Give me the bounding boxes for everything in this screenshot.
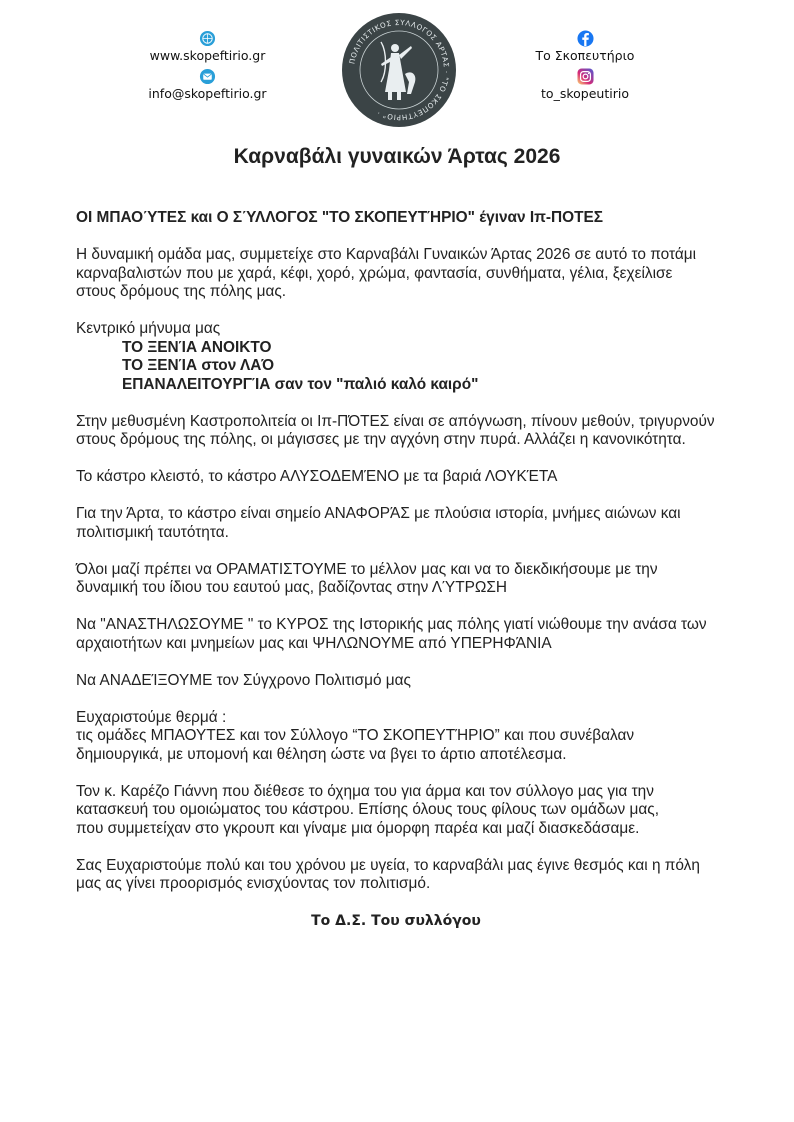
website-link[interactable]: www.skopeftirio.gr (149, 48, 266, 63)
closing-paragraph: Σας Ευχαριστούμε πολύ και του χρόνου με υγεία, το καρναβάλι μας έγινε θεσμός και η πόλη μας ας γίνει προορισμός ενισχύοντας τον πολιτισμό. (76, 856, 700, 892)
contact-left (140, 30, 275, 102)
paragraph-6: Όλοι μαζί πρέπει να ΟΡΑΜΑΤΙΣΤΟΥΜΕ το μέλλον μας και να το διεκδικήσουμε με την δυναμική του ίδιου του εαυτού μας, βαδίζοντας στην ΛΎΤΡΩΣΗ (76, 560, 658, 596)
paragraph-3: Στην μεθυσμένη Καστροπολιτεία οι Ιπ-ΠΌΤΕΣ είναι σε απόγνωση, πίνουν μεθούν, τριγυρνούν στους δρόμους της πόλης, οι μάγισσες με την αγχόνη στην πυρά. Αλλάζει η κανονικότητα. (76, 412, 715, 448)
instagram-link[interactable]: to_skopeutirio (541, 86, 629, 101)
thanks-friends: που συμμετείχαν στο γκρουπ και γίναμε μια όμορφη παρέα και μαζί διασκεδάσαμε. (76, 819, 640, 837)
paragraph-8: Να ΑΝΑΔΕΊΞΟΥΜΕ τον Σύγχρονο Πολιτισμό μας (76, 671, 411, 689)
central-message (76, 320, 716, 394)
paragraph-5: Για την Άρτα, το κάστρο είναι σημείο ΑΝΑΦΟΡΆΣ με πλούσια ιστορία, μνήμες αιώνων και πολιτισμική ταυτότητα. (76, 505, 681, 541)
thanks-block-1 (76, 709, 716, 765)
message-label: Κεντρικό μήνυμα μας (76, 320, 221, 337)
instagram-icon (577, 68, 594, 85)
signature: Το Δ.Σ. Του συλλόγου (311, 913, 481, 929)
globe-icon (199, 30, 216, 47)
headline: ΟΙ ΜΠΑΟΎΤΕΣ και Ο ΣΎΛΛΟΓΟΣ "ΤΟ ΣΚΟΠΕΥΤΉΡΙΟ" έγιναν Ιπ-ΠΟΤΕΣ (76, 209, 604, 226)
paragraph-7: Να "ΑΝΑΣΤΗΛΩΣΟΥΜΕ " το ΚΥΡΟΣ της Ιστορικής μας πόλης γιατί νιώθουμε την ανάσα των αρχαιοτήτων και μνημείων μας και ΨΗΛΩΝΟΥΜΕ από ΥΠΕΡΗΦΆΝΙΑ (76, 616, 707, 652)
paragraph-intro: Η δυναμική ομάδα μας, συμμετείχε στο Καρναβάλι Γυναικών Άρτας 2026 σε αυτό το ποτάμι καρναβαλιστών που με χαρά, κέφι, χορό, χρώμα, φαντασία, συνθήματα, γέλια, ξεχείλισε στους δρόμους της πόλης μας. (76, 246, 697, 300)
message-line-1: ΤΟ ΞΕΝΊΑ ΑΝΟΙΚΤΟ (122, 338, 272, 356)
thanks-label: Ευχαριστούμε θερμά : (76, 708, 227, 726)
thanks-karezos: Τον κ. Καρέζο Γιάννη που διέθεσε το όχημα του για άρμα και τον σύλλογο μας για την κατασκευή του ομοιώματος του κάστρου. Επίσης όλους τους φίλους των ομάδων μας, (76, 782, 659, 818)
letterhead (0, 0, 794, 140)
message-line-2: ΤΟ ΞΕΝΊΑ στον ΛΑΌ (122, 357, 275, 374)
email-icon (199, 68, 216, 85)
club-logo (341, 12, 457, 128)
document-body (76, 209, 716, 931)
facebook-icon (577, 30, 594, 47)
message-line-3: ΕΠΑΝΑΛΕΙΤΟΥΡΓΊΑ σαν τον "παλιό καλό καιρό" (122, 375, 479, 393)
thanks-block-2 (76, 783, 716, 839)
svg-text:ΠΟΛΙΤΙΣΤΙΚΟΣ ΣΥΛΛΟΓΟΣ ΑΡΤΑΣ ·: ΠΟΛΙΤΙΣΤΙΚΟΣ ΣΥΛΛΟΓΟΣ ΑΡΤΑΣ · "ΤΟ ΣΚΟΠΕΥΤΗΡΙΟ" · (347, 17, 452, 123)
contact-right (520, 30, 650, 102)
document-title: Καρναβάλι γυναικών Άρτας 2026 (233, 145, 561, 168)
facebook-link[interactable]: Το Σκοπευτήριο (535, 48, 635, 63)
paragraph-4: Το κάστρο κλειστό, το κάστρο ΑΛΥΣΟΔΕΜΈΝΟ με τα βαριά ΛΟΥΚΈΤΑ (76, 468, 558, 485)
email-link[interactable]: info@skopeftirio.gr (148, 86, 267, 101)
thanks-teams: τις ομάδες ΜΠΑΟΥΤΕΣ και τον Σύλλογο “ΤΟ ΣΚΟΠΕΥΤΉΡΙΟ” και που συνέβαλαν δημιουργικά, με υπομονή και θέληση ώστε να βγει το άρτιο αποτέλεσμα. (76, 727, 635, 763)
